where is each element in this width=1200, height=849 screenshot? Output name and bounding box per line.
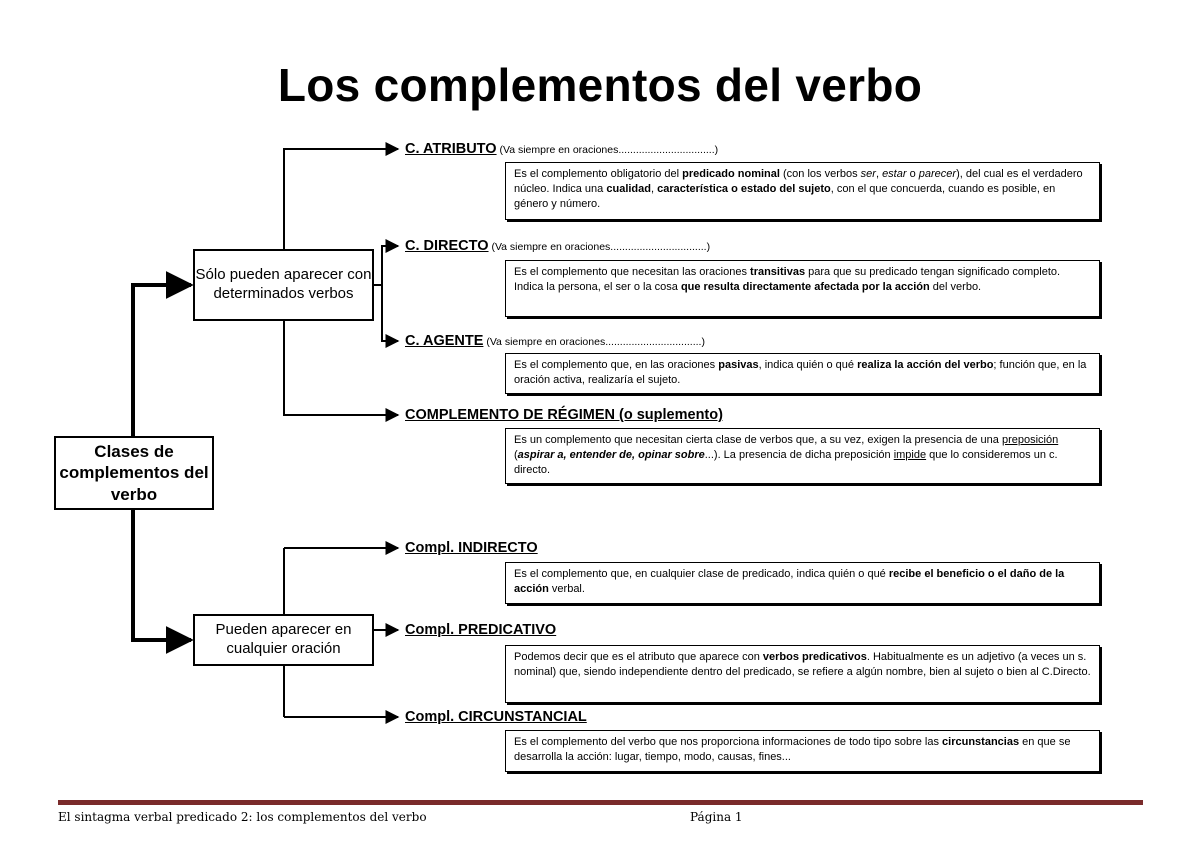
heading-atributo [405, 141, 718, 157]
node-determinados-verbos [193, 249, 374, 321]
desc-segment: Es el complemento que, en cualquier clase de predicado, indica quién o qué [514, 568, 889, 580]
heading-directo-note: (Va siempre en oraciones.................................) [488, 241, 711, 253]
desc-predicativo [505, 645, 1100, 703]
heading-regimen [405, 407, 723, 423]
desc-segment: característica o estado del sujeto [657, 182, 831, 195]
desc-segment: en que se desarrolla la acción: lugar, tiempo, modo, causas, fines... [514, 736, 1071, 763]
connector-agente [382, 285, 398, 341]
desc-segment: transitivas [750, 266, 806, 278]
footer-left-text: El sintagma verbal predicado 2: los complementos del verbo [58, 810, 427, 824]
desc-segment: ; función que, en la oración activa, realizaría el sujeto. [514, 359, 1087, 386]
heading-circunstancial-title: Compl. CIRCUNSTANCIAL [405, 709, 587, 725]
desc-segment: Es el complemento obligatorio del [514, 168, 683, 180]
desc-atributo [505, 162, 1100, 220]
desc-segment: Es el complemento que, en las oraciones [514, 359, 719, 371]
desc-segment: que lo consideremos un c. directo. [514, 448, 1058, 476]
heading-predicativo [405, 622, 556, 638]
desc-indirecto [505, 562, 1100, 604]
heading-agente-title: C. AGENTE [405, 333, 484, 349]
node-cualquier-oracion [193, 614, 374, 666]
desc-segment: Es el complemento del verbo que nos proporciona informaciones de todo tipo sobre las [514, 736, 943, 748]
node-main-label: Clases de complementos del verbo [59, 442, 209, 504]
desc-segment: (con los verbos [779, 168, 861, 180]
heading-agente [405, 333, 705, 349]
desc-segment: circunstancias [942, 736, 1020, 748]
desc-segment: estar [882, 168, 907, 180]
desc-segment: Es un complemento que necesitan cierta clase de verbos que, a su vez, exigen la presencia de una [514, 434, 1002, 446]
footer-page-number: Página 1 [690, 810, 743, 824]
desc-segment: para que su predicado tengan significado completo. Indica la persona, el ser o la cosa [514, 266, 1061, 293]
node-clases-complementos [54, 436, 214, 510]
desc-segment: parecer [918, 168, 957, 180]
connector-main-group1 [133, 285, 191, 436]
desc-segment: ), del cual es el verdadero núcleo. Indica una [514, 168, 1083, 195]
desc-segment: o [906, 168, 919, 180]
desc-segment: , indica quién o qué [758, 359, 858, 371]
heading-atributo-title: C. ATRIBUTO [405, 141, 497, 157]
heading-directo-title: C. DIRECTO [405, 238, 489, 254]
connector-directo [382, 246, 398, 285]
heading-directo [405, 238, 710, 254]
heading-atributo-note: (Va siempre en oraciones.................................) [496, 144, 719, 156]
desc-segment: . Habitualmente es un adjetivo (a veces un s. nominal) que, siendo independiente dentro del predicado, se refiere a algún nombre, bien al sujeto o bien al C.Directo. [514, 651, 1091, 678]
desc-segment: que resulta directamente afectada por la acción [680, 280, 930, 293]
desc-segment: impide [893, 448, 927, 461]
desc-segment: preposición [1001, 434, 1059, 446]
desc-segment: verbal. [548, 582, 585, 595]
node-group1-label: Sólo pueden aparecer con determinados verbos [195, 266, 372, 302]
heading-agente-note: (Va siempre en oraciones.................................) [483, 336, 705, 348]
desc-segment: pasivas [718, 359, 759, 371]
heading-indirecto [405, 540, 538, 556]
desc-segment: , [650, 182, 658, 195]
page-title: Los complementos del verbo [277, 59, 923, 111]
heading-predicativo-title: Compl. PREDICATIVO [405, 622, 557, 638]
footer-rule [58, 800, 1143, 805]
desc-circunstancial [505, 730, 1100, 772]
heading-indirecto-title: Compl. INDIRECTO [405, 540, 538, 556]
desc-segment: , con el que concuerda, cuando es posible, en género y número. [514, 182, 1056, 210]
desc-segment: Es el complemento que necesitan las oraciones [514, 266, 751, 278]
desc-segment: aspirar a, entender de, opinar sobre [517, 448, 705, 461]
desc-segment: realiza la acción del verbo [857, 359, 994, 371]
desc-segment: recibe el beneficio o el daño de la acción [514, 568, 1065, 595]
desc-segment: predicado nominal [682, 168, 780, 180]
desc-segment: ( [514, 448, 518, 461]
desc-segment: verbos predicativos [762, 651, 867, 663]
connector-main-group2 [133, 510, 191, 640]
desc-segment: ...). La presencia de dicha preposición [704, 448, 894, 461]
desc-directo [505, 260, 1100, 317]
desc-segment: Podemos decir que es el atributo que aparece con [514, 651, 763, 663]
desc-segment: ser [860, 168, 876, 180]
node-group2-label: Pueden aparecer en cualquier oración [215, 621, 352, 657]
desc-agente [505, 353, 1100, 394]
desc-segment: , [875, 168, 883, 180]
heading-regimen-title: COMPLEMENTO DE RÉGIMEN (o suplemento) [405, 407, 723, 423]
desc-segment: cualidad [606, 182, 651, 195]
heading-circunstancial [405, 709, 587, 725]
desc-segment: del verbo. [929, 280, 982, 293]
desc-regimen [505, 428, 1100, 484]
